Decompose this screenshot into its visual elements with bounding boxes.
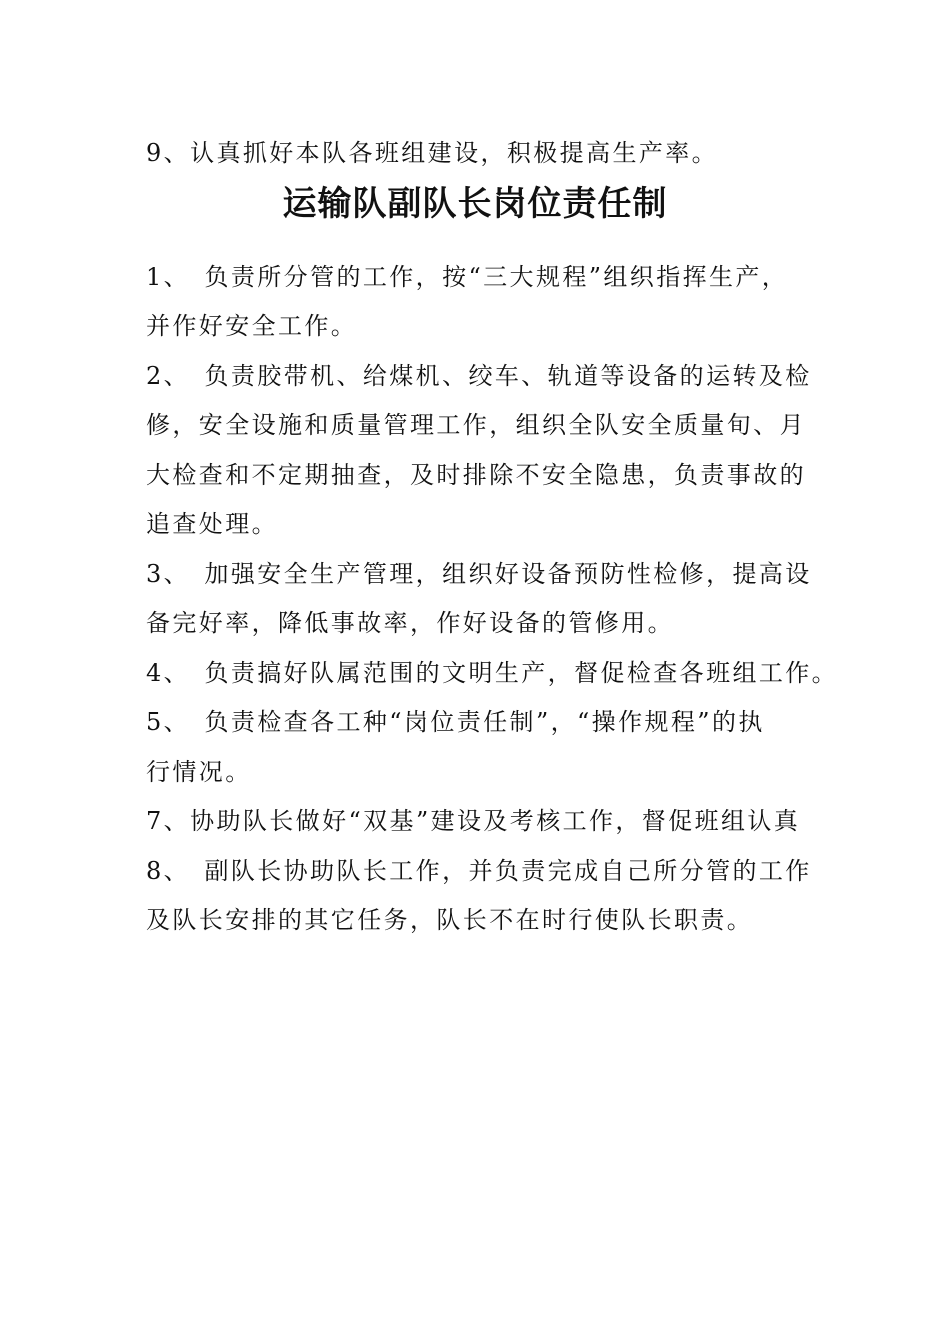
item-2-line-4: 追查处理。: [146, 510, 278, 538]
item-8-line-2: 及队长安排的其它任务，队长不在时行使队长职责。: [146, 906, 754, 934]
item-1-line-2: 并作好安全工作。: [146, 312, 358, 340]
item-5-line-1: 5、 负责检查各工种“岗位责任制”，“操作规程”的执: [146, 708, 765, 736]
item-7-line-1: 7、协助队长做好“双基”建设及考核工作，督促班组认真: [146, 807, 801, 835]
item-8-line-1: 8、 副队长协助队长工作，并负责完成自己所分管的工作: [146, 857, 812, 885]
item-2-line-3: 大检查和不定期抽查，及时排除不安全隐患，负责事故的: [146, 461, 806, 489]
item-2-line-1: 2、 负责胶带机、给煤机、绞车、轨道等设备的运转及检: [146, 362, 812, 390]
page-title: 运输队副队长岗位责任制: [282, 184, 668, 224]
item-3-line-2: 备完好率，降低事故率，作好设备的管修用。: [146, 609, 674, 637]
item-3-line-1: 3、 加强安全生产管理，组织好设备预防性检修，提高设: [146, 560, 812, 588]
item-1-line-1: 1、 负责所分管的工作，按“三大规程”组织指挥生产，: [146, 263, 789, 291]
item-4-line-1: 4、 负责搞好队属范围的文明生产，督促检查各班组工作。: [146, 659, 839, 687]
item-9-line: 9、认真抓好本队各班组建设，积极提高生产率。: [146, 139, 719, 167]
item-2-line-2: 修，安全设施和质量管理工作，组织全队安全质量旬、月: [146, 411, 806, 439]
item-5-line-2: 行情况。: [146, 758, 252, 786]
